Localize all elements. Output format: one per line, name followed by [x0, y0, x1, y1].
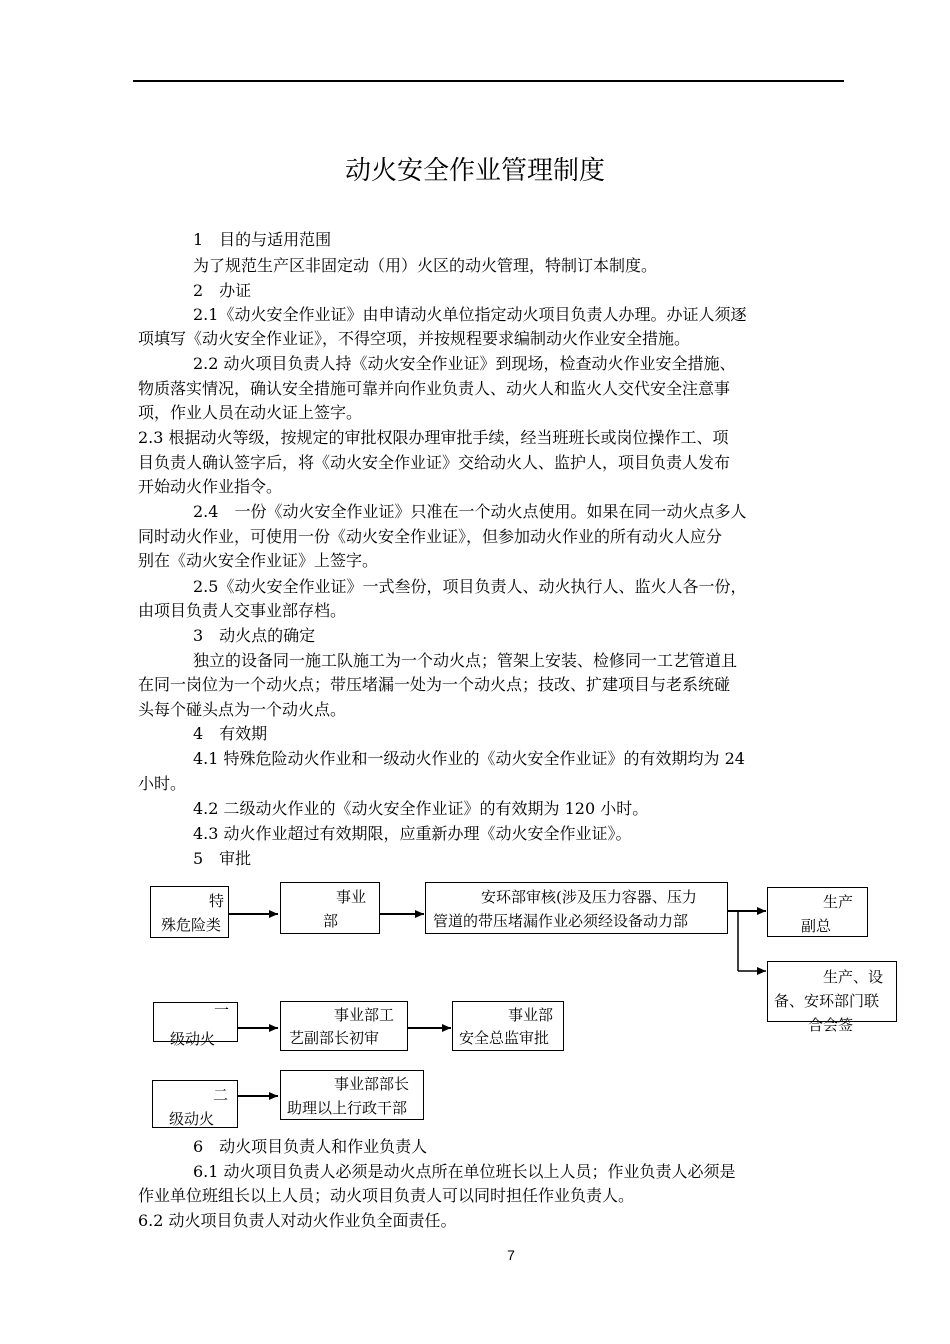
section-heading-3: 3 动火点的确定	[193, 626, 316, 645]
body-line: 为了规范生产区非固定动（用）火区的动火管理，特制订本制度。	[193, 256, 658, 275]
flow-box-level2: 二 级动火	[152, 1080, 238, 1128]
body-line: 开始动火作业指令。	[138, 477, 283, 496]
body-line: 别在《动火安全作业证》上签字。	[138, 551, 379, 570]
section-heading-1: 1 目的与适用范围	[193, 230, 332, 249]
body-line: 4.3 动火作业超过有效期限，应重新办理《动火安全作业证》。	[193, 824, 632, 843]
header-rule	[133, 80, 844, 82]
section-heading-4: 4 有效期	[193, 724, 268, 743]
flow-box-safety-director: 事业部 安全总监审批	[452, 1001, 564, 1051]
body-line: 项，作业人员在动火证上签字。	[138, 403, 363, 422]
body-line: 同时动火作业，可使用一份《动火安全作业证》，但参加动火作业的所有动火人应分	[138, 527, 723, 546]
body-line: 6.2 动火项目负责人对动火作业负全面责任。	[138, 1211, 457, 1230]
flow-box-business-dept: 事业 部	[280, 882, 380, 934]
page-title: 动火安全作业管理制度	[344, 156, 605, 186]
flow-box-special-danger: 特 殊危险类	[150, 886, 229, 938]
flow-box-env-review: 安环部审核(涉及压力容器、压力 管道的带压堵漏作业必须经设备动力部	[425, 882, 728, 934]
body-line: 独立的设备同一施工队施工为一个动火点；管架上安装、检修同一工艺管道且	[193, 651, 738, 670]
body-line: 4.1 特殊危险动火作业和一级动火作业的《动火安全作业证》的有效期均为 24	[193, 749, 745, 768]
flow-box-joint-signoff: 生产、设 备、安环部门联 合会签	[767, 961, 897, 1022]
page-number: 7	[507, 1247, 515, 1263]
body-line: 2.2 动火项目负责人持《动火安全作业证》到现场，检查动火作业安全措施、	[193, 354, 736, 373]
body-line: 2.3 根据动火等级，按规定的审批权限办理审批手续，经当班班长或岗位操作工、项	[138, 428, 729, 447]
body-line: 在同一岗位为一个动火点；带压堵漏一处为一个动火点；技改、扩建项目与老系统碰	[138, 675, 731, 694]
body-line: 小时。	[138, 774, 187, 793]
section-heading-2: 2 办证	[193, 281, 252, 300]
body-line: 项填写《动火安全作业证》，不得空项，并按规程要求编制动火作业安全措施。	[138, 329, 691, 348]
body-line: 作业单位班组长以上人员；动火项目负责人可以同时担任作业负责人。	[138, 1186, 635, 1205]
body-line: 2.1《动火安全作业证》由申请动火单位指定动火项目负责人办理。办证人须逐	[193, 305, 747, 324]
body-line: 4.2 二级动火作业的《动火安全作业证》的有效期为 120 小时。	[193, 799, 649, 818]
flow-box-level1: 一 级动火	[153, 1002, 238, 1042]
body-line: 由项目负责人交事业部存档。	[138, 601, 347, 620]
body-line: 物质落实情况，确认安全措施可靠并向作业负责人、动火人和监火人交代安全注意事	[138, 379, 731, 398]
body-line: 2.4 一份《动火安全作业证》只准在一个动火点使用。如果在同一动火点多人	[193, 502, 747, 521]
flow-box-deputy-review: 事业部工 艺副部长初审	[280, 1001, 408, 1051]
section-heading-5: 5 审批	[193, 849, 252, 868]
body-line: 目负责人确认签字后，将《动火安全作业证》交给动火人、监护人，项目负责人发布	[138, 453, 731, 472]
flow-box-production-vp: 生产 副总	[767, 887, 868, 937]
body-line: 2.5《动火安全作业证》一式叁份，项目负责人、动火执行人、监火人各一份，	[193, 577, 747, 596]
flow-box-assistant-approval: 事业部部长 助理以上行政干部	[280, 1070, 424, 1120]
body-line: 6.1 动火项目负责人必须是动火点所在单位班长以上人员；作业负责人必须是	[193, 1162, 736, 1181]
section-heading-6: 6 动火项目负责人和作业负责人	[193, 1137, 428, 1156]
body-line: 头每个碰头点为一个动火点。	[138, 700, 347, 719]
